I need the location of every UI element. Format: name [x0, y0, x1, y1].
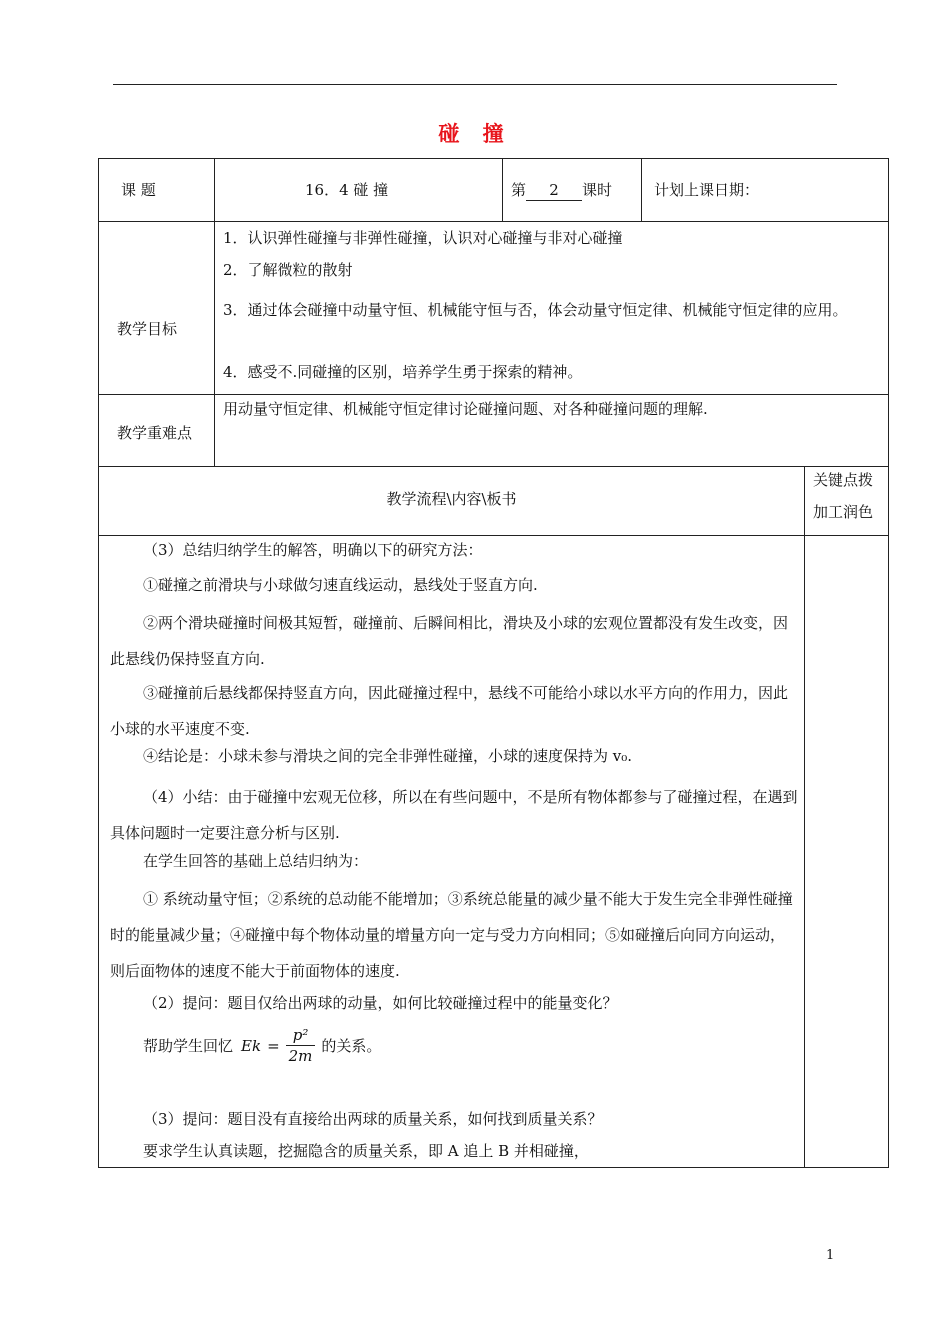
- subject-value: 16．4 碰 撞: [305, 181, 389, 199]
- content-paragraph: ①碰撞之前滑块与小球做匀速直线运动，悬线处于竖直方向.: [143, 576, 538, 594]
- side-header-line1: 关键点拨: [813, 471, 874, 489]
- key-points-label: 教学重难点: [117, 424, 193, 442]
- document-title: 碰 撞: [438, 122, 512, 146]
- lesson-plan-table: [98, 158, 889, 1168]
- content-paragraph: ④结论是：小球未参与滑块之间的完全非弹性碰撞，小球的速度保持为 v₀.: [143, 747, 633, 765]
- key-points-text: 用动量守恒定律、机械能守恒定律讨论碰撞问题、对各种碰撞问题的理解.: [223, 400, 708, 418]
- formula-denominator: 2m: [288, 1047, 313, 1065]
- goal-item: 4．感受不.同碰撞的区别，培养学生勇于探索的精神。: [223, 363, 583, 381]
- row-divider: [99, 466, 888, 467]
- subject-label: 课 题: [121, 181, 156, 199]
- content-paragraph: ① 系统动量守恒；②系统的总动能不能增加；③系统总能量的减少量不能大于发生完全非弹性碰撞时的能量减少量；④碰撞中每个物体动量的增量方向一定与受力方向相同；⑤如碰撞后向同方向运动，则后面物体的速度不能大于前面物体的速度.: [110, 890, 793, 980]
- period-suffix: 课时: [582, 181, 613, 199]
- formula-numerator: p²: [286, 1025, 316, 1046]
- header-rule: [113, 84, 837, 85]
- content-paragraph: （2）提问：题目仅给出两球的动量，如何比较碰撞过程中的能量变化？: [143, 994, 618, 1012]
- goal-item: 1．认识弹性碰撞与非弹性碰撞，认识对心碰撞与非对心碰撞: [223, 229, 623, 247]
- side-header-line2: 加工润色: [813, 503, 874, 521]
- formula-suffix: 的关系。: [321, 1036, 382, 1055]
- process-header: 教学流程\内容\板书: [386, 490, 517, 508]
- content-paragraph: 在学生回答的基础上总结归纳为：: [143, 852, 369, 870]
- period-prefix: 第: [511, 181, 527, 199]
- content-paragraph: 要求学生认真读题，挖掘隐含的质量关系，即 A 追上 B 并相碰撞，: [143, 1142, 589, 1160]
- content-paragraph: （3）提问：题目没有直接给出两球的质量关系，如何找到质量关系？: [143, 1110, 603, 1128]
- page-number: 1: [826, 1248, 835, 1263]
- formula-prefix: 帮助学生回忆: [143, 1036, 234, 1055]
- col-divider: [641, 159, 642, 221]
- formula-line: [143, 1025, 798, 1066]
- col-divider: [214, 159, 215, 466]
- date-label: 计划上课日期：: [654, 181, 760, 199]
- content-paragraph: ②两个滑块碰撞时间极其短暂，碰撞前、后瞬间相比，滑块及小球的宏观位置都没有发生改变，因此悬线仍保持竖直方向.: [110, 614, 789, 668]
- formula-fraction: [286, 1025, 316, 1066]
- goal-item: 2．了解微粒的散射: [223, 261, 353, 279]
- content-paragraph: ③碰撞前后悬线都保持竖直方向，因此碰撞过程中，悬线不可能给小球以水平方向的作用力，因此小球的水平速度不变.: [110, 684, 789, 738]
- content-paragraph: （3）总结归纳学生的解答，明确以下的研究方法：: [143, 541, 483, 559]
- col-divider: [804, 466, 805, 1168]
- goal-item: 3．通过体会碰撞中动量守恒、机械能守恒与否，体会动量守恒定律、机械能守恒定律的应用。: [223, 301, 848, 319]
- goals-label: 教学目标: [117, 320, 178, 338]
- period-cell: [511, 159, 639, 221]
- formula-lhs: Ek: [241, 1036, 262, 1055]
- col-divider: [502, 159, 503, 221]
- content-paragraph: （4）小结：由于碰撞中宏观无位移，所以在有些问题中，不是所有物体都参与了碰撞过程，在遇到具体问题时一定要注意分析与区别.: [110, 788, 798, 842]
- row-divider: [99, 394, 888, 395]
- period-value: 2: [526, 180, 582, 201]
- row-divider: [99, 535, 888, 536]
- formula-eq: =: [267, 1036, 280, 1055]
- row-divider: [99, 221, 888, 222]
